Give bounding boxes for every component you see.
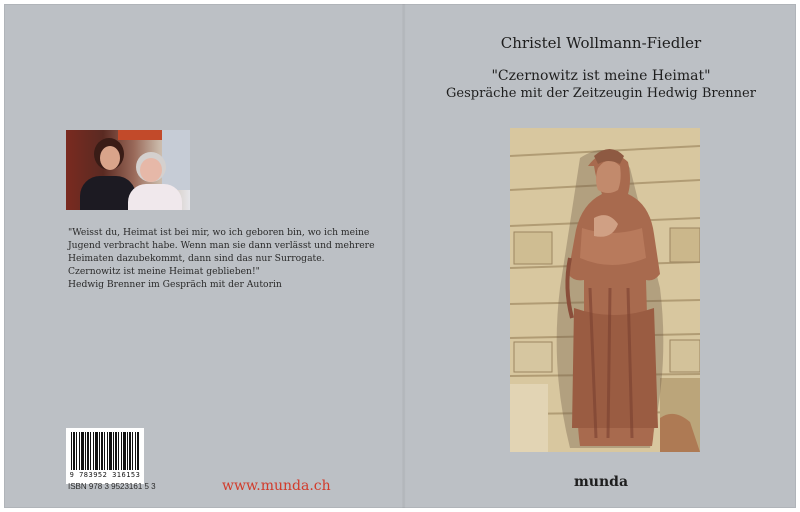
book-title: "Czernowitz ist meine Heimat" <box>491 68 711 84</box>
author-photo <box>66 130 190 210</box>
isbn-number: ISBN 978 3 9523161 5 3 <box>68 482 156 491</box>
back-cover-quote <box>68 226 375 291</box>
statue-photo <box>510 128 700 452</box>
barcode-digits: 9 783952 316153 <box>69 471 141 479</box>
statue-illustration <box>510 128 700 452</box>
photo-person-brenner-face <box>140 158 162 182</box>
isbn-barcode <box>66 428 144 484</box>
quote-line: Heimaten dazubekommt, dann sind das nur Surrogate. <box>68 253 325 264</box>
book-subtitle: Gespräche mit der Zeitzeugin Hedwig Brenner <box>446 86 756 101</box>
photo-person-author-face <box>100 146 120 170</box>
quote-line: Jugend verbracht habe. Wenn man sie dann verlässt und mehrere <box>68 240 375 251</box>
quote-line: Czernowitz ist meine Heimat geblieben!" <box>68 266 260 277</box>
photo-background-poster <box>162 130 190 190</box>
photo-person-brenner-body <box>128 184 182 210</box>
publisher-name: munda <box>573 474 629 490</box>
publisher-website-link[interactable]: www.munda.ch <box>222 478 331 494</box>
book-cover-spread <box>4 4 796 508</box>
quote-attribution: Hedwig Brenner im Gespräch mit der Autorin <box>68 279 282 290</box>
barcode-bars <box>71 432 139 470</box>
author-name: Christel Wollmann-Fiedler <box>500 34 702 52</box>
quote-line: "Weisst du, Heimat ist bei mir, wo ich geboren bin, wo ich meine <box>68 227 370 238</box>
